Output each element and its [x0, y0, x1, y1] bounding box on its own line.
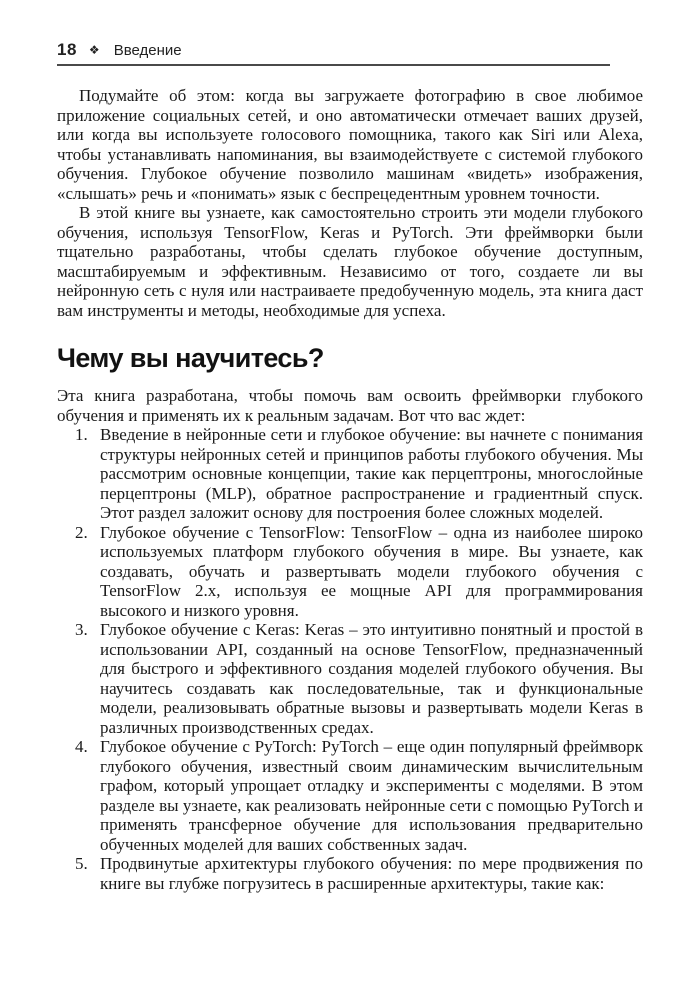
list-item-pytorch	[57, 737, 643, 854]
list-item-text: Глубокое обучение с PyTorch: PyTorch – еще один популярный фреймворк глубокого обучения, известный своим динамическим вычислительным графом, который упрощает отладку и эксперименты с моделями. В этом разделе вы узнаете, как реализовать нейронные сети с помощью PyTorch и применять трансферное обучение для использования предварительно обученных моделей для ваших собственных задач.	[100, 737, 643, 854]
list-item-number: 3.	[75, 620, 88, 639]
list-item-text: Введение в нейронные сети и глубокое обучение: вы начнете с понимания структуры нейронных сетей и принципов работы глубокого обучения. Мы рассмотрим основные концепции, такие как перцептроны, многослойные перцептроны (MLP), обратное распространение и градиентный спуск. Этот раздел заложит основу для построения более сложных моделей.	[100, 425, 643, 522]
list-item-tensorflow	[57, 523, 643, 621]
learning-topics-list	[57, 425, 643, 893]
paragraph-intro-example: Подумайте об этом: когда вы загружаете фотографию в свое любимое приложение социальных сетей, и оно автоматически отмечает ваших друзей, или когда вы используете голосового помощника, такого как Siri или Alexa, чтобы устанавливать напоминания, вы взаимодействуете с системой глубокого обучения. Глубокое обучение позволило машинам «видеть» изображения, «слышать» речь и «понимать» язык с беспрецедентным уровнем точности.	[57, 86, 643, 203]
page-header	[57, 40, 643, 62]
list-item-text: Продвинутые архитектуры глубокого обучения: по мере продвижения по книге вы глубже погрузитесь в расширенные архитектуры, такие как:	[100, 854, 643, 893]
list-item-number: 2.	[75, 522, 88, 542]
page-content	[57, 86, 643, 893]
page-number: 18	[57, 40, 77, 59]
section-intro-paragraph: Эта книга разработана, чтобы помочь вам освоить фреймворки глубокого обучения и применять их к реальным задачам. Вот что вас ждет:	[57, 386, 643, 425]
section-heading: Чему вы научитесь?	[57, 343, 324, 373]
list-item-text: Глубокое обучение с TensorFlow: TensorFlow – одна из наиболее широко используемых платформ глубокого обучения в мире. Вы узнаете, как создавать, обучать и развертывать модели глубокого обучения с TensorFlow 2.x, используя ее мощные API для программирования высокого и низкого уровня.	[100, 522, 643, 620]
list-item-text: Глубокое обучение с Keras: Keras – это интуитивно понятный и простой в использовании API, созданный на основе TensorFlow, предназначенный для быстрого и эффективного создания моделей глубокого обучения. Вы научитесь создавать как последовательные, так и функциональные модели, реализовывать обратные вызовы и развертывать модели Keras в различных производственных средах.	[100, 620, 643, 737]
paragraph-book-overview: В этой книге вы узнаете, как самостоятельно строить эти модели глубокого обучения, используя TensorFlow, Keras и PyTorch. Эти фреймворки были тщательно разработаны, чтобы сделать глубокое обучение доступным, масштабируемым и эффективным. Независимо от того, создаете ли вы нейронную сеть с нуля или настраиваете предобученную модель, эта книга даст вам инструменты и методы, необходимые для успеха.	[57, 203, 643, 320]
list-item-keras	[57, 620, 643, 737]
header-rule	[57, 64, 610, 66]
list-item-number: 1.	[75, 425, 88, 444]
list-item-advanced-architectures	[57, 854, 643, 893]
diamond-separator-icon: ❖	[88, 43, 100, 57]
list-item-number: 4.	[75, 737, 88, 756]
list-item-number: 5.	[75, 854, 88, 873]
list-item-neural-networks	[57, 425, 643, 523]
header-section-title: Введение	[113, 42, 182, 59]
